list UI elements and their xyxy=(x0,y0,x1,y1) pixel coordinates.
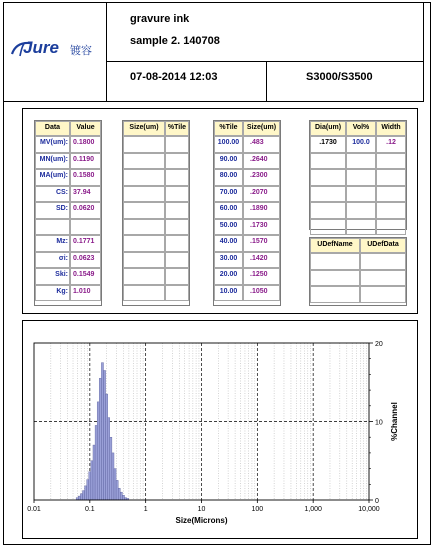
data-label xyxy=(35,219,70,236)
empty-cell xyxy=(310,219,346,236)
percentile-value: 80.00 xyxy=(214,169,243,186)
percentile-size: .1420 xyxy=(243,252,280,269)
histogram-bar xyxy=(95,425,97,500)
histogram-bar xyxy=(97,402,99,500)
percentile-value: 40.00 xyxy=(214,235,243,252)
data-value: 0.0623 xyxy=(70,252,101,269)
empty-cell xyxy=(165,153,189,170)
percentile-size: .2640 xyxy=(243,153,280,170)
column-header: Value xyxy=(70,121,101,136)
empty-cell xyxy=(360,270,406,287)
histogram-bar xyxy=(87,480,89,500)
data-label: Ski: xyxy=(35,268,70,285)
user-defined-table xyxy=(309,237,407,306)
empty-cell xyxy=(123,285,165,302)
empty-cell xyxy=(346,169,376,186)
empty-cell xyxy=(165,186,189,203)
percentile-size: .1890 xyxy=(243,202,280,219)
data-value: 37.94 xyxy=(70,186,101,203)
histogram-bar xyxy=(120,492,122,500)
data-label: Kg: xyxy=(35,285,70,302)
y-tick-label: 20 xyxy=(375,341,383,348)
column-header: Vol% xyxy=(346,121,376,136)
percentile-value: 20.00 xyxy=(214,268,243,285)
peak-summary-table xyxy=(309,120,407,230)
empty-cell xyxy=(123,186,165,203)
x-tick-label: 0.01 xyxy=(27,506,41,513)
histogram-bar xyxy=(91,461,93,500)
logo-text: Jure xyxy=(23,38,59,57)
empty-cell xyxy=(165,136,189,153)
empty-cell xyxy=(346,153,376,170)
sample-name: sample 2. 140708 xyxy=(130,35,220,47)
peak-value: 100.0 xyxy=(346,136,376,153)
empty-cell xyxy=(346,219,376,236)
empty-cell xyxy=(310,186,346,203)
empty-cell xyxy=(310,286,360,303)
x-axis-label: Size(Microns) xyxy=(175,516,228,525)
data-label: CS: xyxy=(35,186,70,203)
x-tick-label: 10,000 xyxy=(358,506,380,513)
x-tick-label: 0.1 xyxy=(84,506,95,513)
column-header: UDefName xyxy=(310,238,360,253)
empty-cell xyxy=(165,285,189,302)
histogram-bar xyxy=(99,378,101,500)
column-header: Width xyxy=(376,121,406,136)
empty-cell xyxy=(165,219,189,236)
x-tick-label: 10 xyxy=(197,506,206,513)
empty-cell xyxy=(310,202,346,219)
empty-cell xyxy=(123,136,165,153)
data-label: Mz: xyxy=(35,235,70,252)
percentile-value: 30.00 xyxy=(214,252,243,269)
empty-cell xyxy=(310,169,346,186)
histogram-bar xyxy=(101,363,103,500)
empty-cell xyxy=(123,268,165,285)
empty-cell xyxy=(123,235,165,252)
size-distribution-chart xyxy=(22,320,418,539)
data-value: 0.1549 xyxy=(70,268,101,285)
empty-cell xyxy=(165,268,189,285)
percentile-value: 90.00 xyxy=(214,153,243,170)
histogram-bar xyxy=(110,437,112,500)
size-tile-table xyxy=(122,120,190,306)
column-header: Size(um) xyxy=(123,121,165,136)
column-header: %Tile xyxy=(165,121,189,136)
column-header: Size(um) xyxy=(243,121,280,136)
data-label: MN(um): xyxy=(35,153,70,170)
histogram-bar xyxy=(116,480,118,500)
empty-cell xyxy=(123,153,165,170)
header-right-divider xyxy=(423,2,424,102)
percentile-value: 100.00 xyxy=(214,136,243,153)
histogram-bar xyxy=(89,472,91,500)
title-cell xyxy=(106,2,424,62)
y-axis-label: %Channel xyxy=(390,402,399,441)
histogram-bar xyxy=(78,496,80,500)
empty-cell xyxy=(165,235,189,252)
empty-cell xyxy=(360,253,406,270)
empty-cell xyxy=(346,202,376,219)
peak-value: .12 xyxy=(376,136,406,153)
percentile-size: .1730 xyxy=(243,219,280,236)
report-title: gravure ink xyxy=(130,13,190,25)
empty-cell xyxy=(165,202,189,219)
company-logo xyxy=(10,38,104,58)
histogram-bar xyxy=(122,495,124,500)
histogram-bar xyxy=(80,494,82,500)
percentile-table xyxy=(213,120,281,306)
logo-chinese-text: 镀容 xyxy=(70,44,92,57)
percentile-size: .483 xyxy=(243,136,280,153)
data-label: MV(um): xyxy=(35,136,70,153)
percentile-size: .1050 xyxy=(243,285,280,302)
data-label: MA(um): xyxy=(35,169,70,186)
percentile-value: 70.00 xyxy=(214,186,243,203)
measurement-datetime: 07-08-2014 12:03 xyxy=(130,71,218,83)
empty-cell xyxy=(360,286,406,303)
histogram-bar xyxy=(103,370,105,500)
peak-value: .1730 xyxy=(310,136,346,153)
empty-cell xyxy=(310,253,360,270)
percentile-size: .2070 xyxy=(243,186,280,203)
data-value: 0.1190 xyxy=(70,153,101,170)
data-value xyxy=(70,219,101,236)
percentile-size: .1250 xyxy=(243,268,280,285)
histogram-bar xyxy=(118,488,120,500)
y-tick-label: 10 xyxy=(375,419,383,427)
empty-cell xyxy=(310,153,346,170)
data-value: 0.1800 xyxy=(70,136,101,153)
histogram-bar xyxy=(82,491,84,500)
empty-cell xyxy=(123,219,165,236)
empty-cell xyxy=(376,169,406,186)
x-tick-label: 1 xyxy=(143,506,148,513)
percentile-value: 10.00 xyxy=(214,285,243,302)
histogram-bar xyxy=(85,486,87,500)
data-value: 0.1771 xyxy=(70,235,101,252)
empty-cell xyxy=(376,219,406,236)
data-label: σi: xyxy=(35,252,70,269)
percentile-value: 60.00 xyxy=(214,202,243,219)
histogram-bar xyxy=(93,445,95,500)
histogram-bar xyxy=(108,418,110,500)
histogram-bar xyxy=(106,394,108,500)
empty-cell xyxy=(376,186,406,203)
instrument-model: S3000/S3500 xyxy=(306,71,373,83)
y-tick-label: 0 xyxy=(375,498,379,505)
x-tick-label: 1,000 xyxy=(304,506,322,513)
data-label: SD: xyxy=(35,202,70,219)
data-value: 0.0620 xyxy=(70,202,101,219)
histogram-bar xyxy=(112,453,114,500)
data-value: 0.1580 xyxy=(70,169,101,186)
percentile-size: .2300 xyxy=(243,169,280,186)
column-header: Dia(um) xyxy=(310,121,346,136)
empty-cell xyxy=(123,202,165,219)
empty-cell xyxy=(123,169,165,186)
empty-cell xyxy=(376,153,406,170)
data-value: 1.010 xyxy=(70,285,101,302)
histogram-bar xyxy=(114,469,116,500)
column-header: UDefData xyxy=(360,238,406,253)
empty-cell xyxy=(376,202,406,219)
column-header: %Tile xyxy=(214,121,243,136)
empty-cell xyxy=(346,186,376,203)
column-header: Data xyxy=(35,121,70,136)
empty-cell xyxy=(165,252,189,269)
summary-data-table xyxy=(34,120,102,306)
empty-cell xyxy=(165,169,189,186)
empty-cell xyxy=(123,252,165,269)
percentile-size: .1570 xyxy=(243,235,280,252)
empty-cell xyxy=(310,270,360,287)
percentile-value: 50.00 xyxy=(214,219,243,236)
x-tick-label: 100 xyxy=(251,506,264,513)
